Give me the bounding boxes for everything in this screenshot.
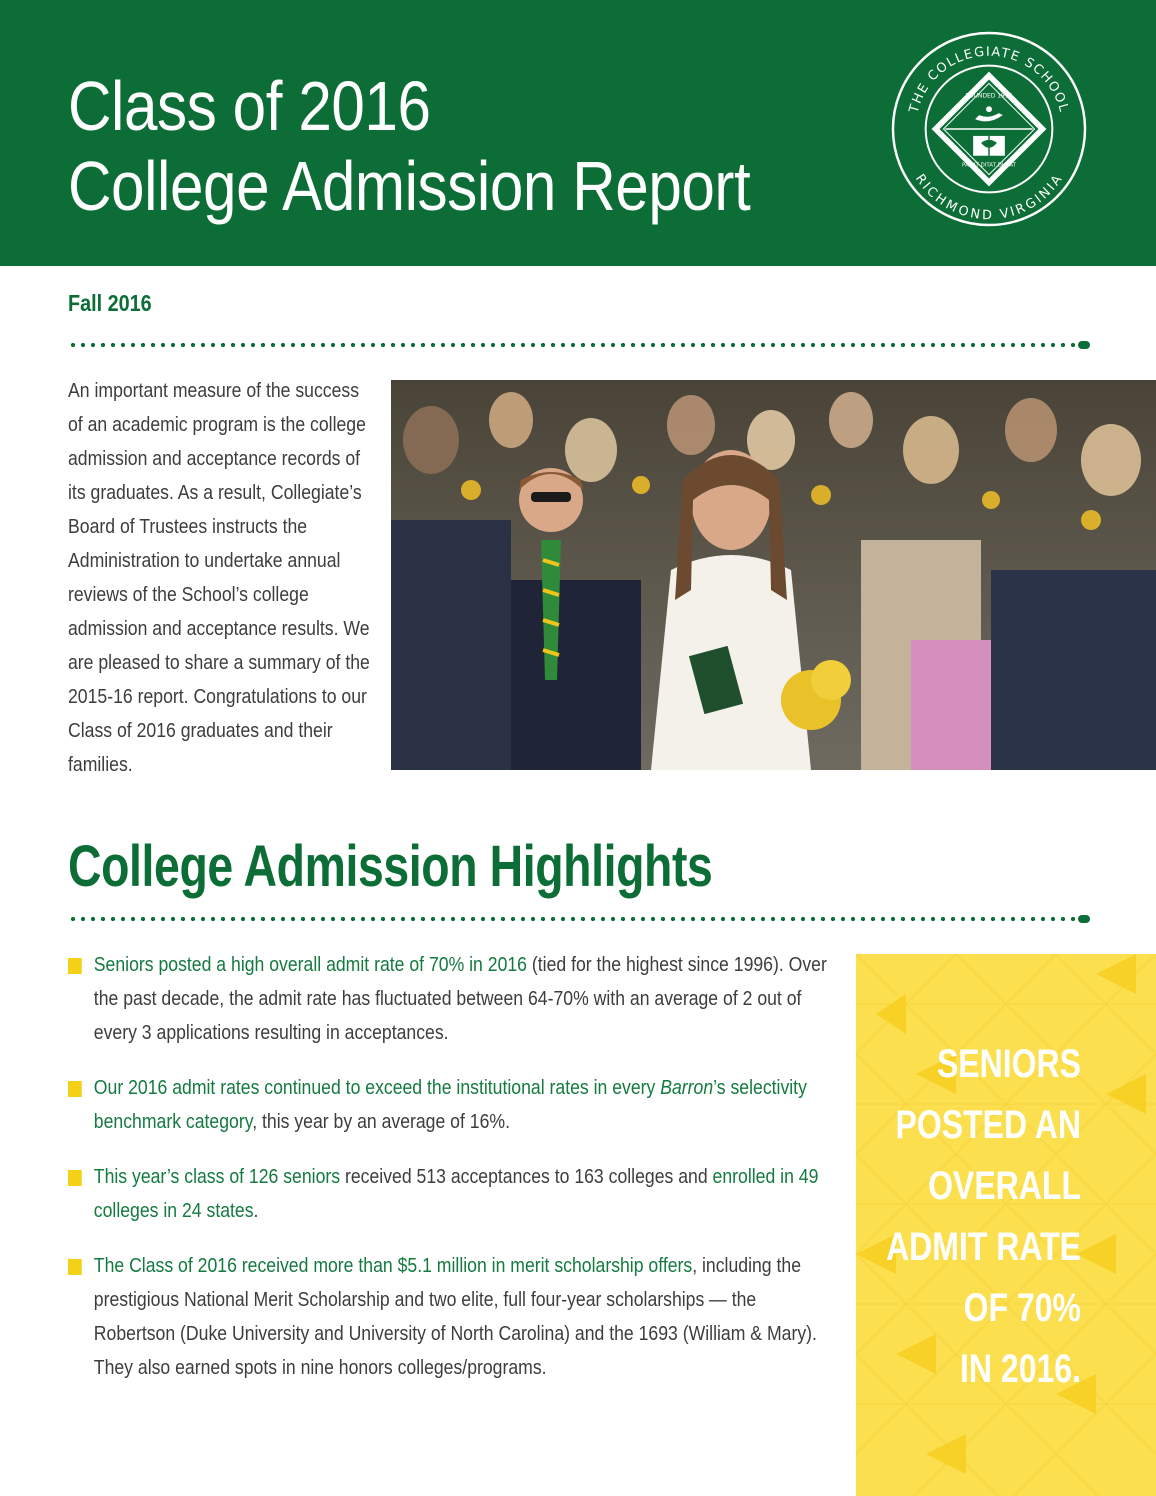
callout-line: IN 2016. (960, 1347, 1081, 1391)
highlight-lead-2: enrolled in 49 colleges in 24 states (93, 1165, 819, 1222)
callout-text (857, 1034, 1081, 1400)
highlight-italic: Barron (660, 1076, 714, 1099)
admit-rate-callout (856, 954, 1156, 1496)
highlight-lead: Our 2016 admit rates continued to exceed the institutional rates in every (93, 1076, 661, 1099)
highlight-lead-2: ’s selectivity benchmark category (93, 1076, 807, 1133)
graduation-photo-icon (391, 380, 1156, 770)
list-item (68, 1249, 833, 1385)
callout-line: OF 70% (963, 1286, 1081, 1330)
highlight-text: received 513 acceptances to 163 colleges and (340, 1165, 713, 1188)
highlight-lead: This year’s class of 126 seniors (93, 1165, 341, 1188)
callout-line: OVERALL (928, 1164, 1081, 1208)
school-seal-icon (890, 30, 1088, 228)
seal-motto: PARAT DITAT DURAT (962, 162, 1016, 169)
report-date: Fall 2016 (68, 290, 152, 316)
seal-founded: FOUNDED 1915 (965, 92, 1013, 100)
highlight-text: , including the prestigious National Merit Scholarship and two elite, full four-year scholarships — the Robertson (Duke University and University of North Carolina) and the 1693 (William & Mary). They also earned spots in nine honors colleges/programs. (93, 1254, 817, 1379)
bullet-square-icon (68, 1081, 82, 1097)
bullet-square-icon (68, 1170, 82, 1186)
dotted-divider (68, 342, 1090, 348)
header-banner (0, 0, 1156, 266)
graduation-photo (391, 380, 1156, 770)
intro-paragraph: An important measure of the success of an academic program is the college admission and acceptance records of its graduates. As a result, Collegiate’s Board of Trustees instructs the Administration to undertake annual reviews of the School’s college admission and acceptance results. We are pleased to share a summary of the 2015-16 report. Congratulations to our Class of 2016 graduates and their families. (68, 379, 370, 776)
list-item (68, 948, 833, 1050)
highlight-text-end: . (253, 1199, 259, 1222)
callout-line: SENIORS (936, 1042, 1081, 1086)
callout-line: ADMIT RATE (886, 1225, 1081, 1269)
title-line-2: College Admission Report (68, 147, 751, 225)
highlight-lead: Seniors posted a high overall admit rate of 70% in 2016 (93, 953, 527, 976)
highlight-lead: The Class of 2016 received more than $5.1 million in merit scholarship offers (93, 1254, 693, 1277)
dotted-divider-2 (68, 916, 1090, 922)
bullet-square-icon (68, 958, 82, 974)
bullet-square-icon (68, 1259, 82, 1275)
seal-text-top: THE COLLEGIATE SCHOOL (906, 44, 1072, 115)
seal-text-bottom: RICHMOND VIRGINIA (912, 171, 1066, 224)
highlight-text: , this year by an average of 16%. (252, 1110, 510, 1133)
page-title (68, 66, 750, 226)
highlights-list (68, 948, 833, 1406)
list-item (68, 1071, 833, 1139)
callout-line: POSTED AN (895, 1103, 1081, 1147)
highlights-title: College Admission Highlights (68, 834, 713, 899)
highlight-text: (tied for the highest since 1996). Over the past decade, the admit rate has fluctuated between 64-70% with an average of 2 out of every 3 applications resulting in acceptances. (93, 953, 827, 1044)
list-item (68, 1160, 833, 1228)
title-line-1: Class of 2016 (68, 67, 431, 145)
